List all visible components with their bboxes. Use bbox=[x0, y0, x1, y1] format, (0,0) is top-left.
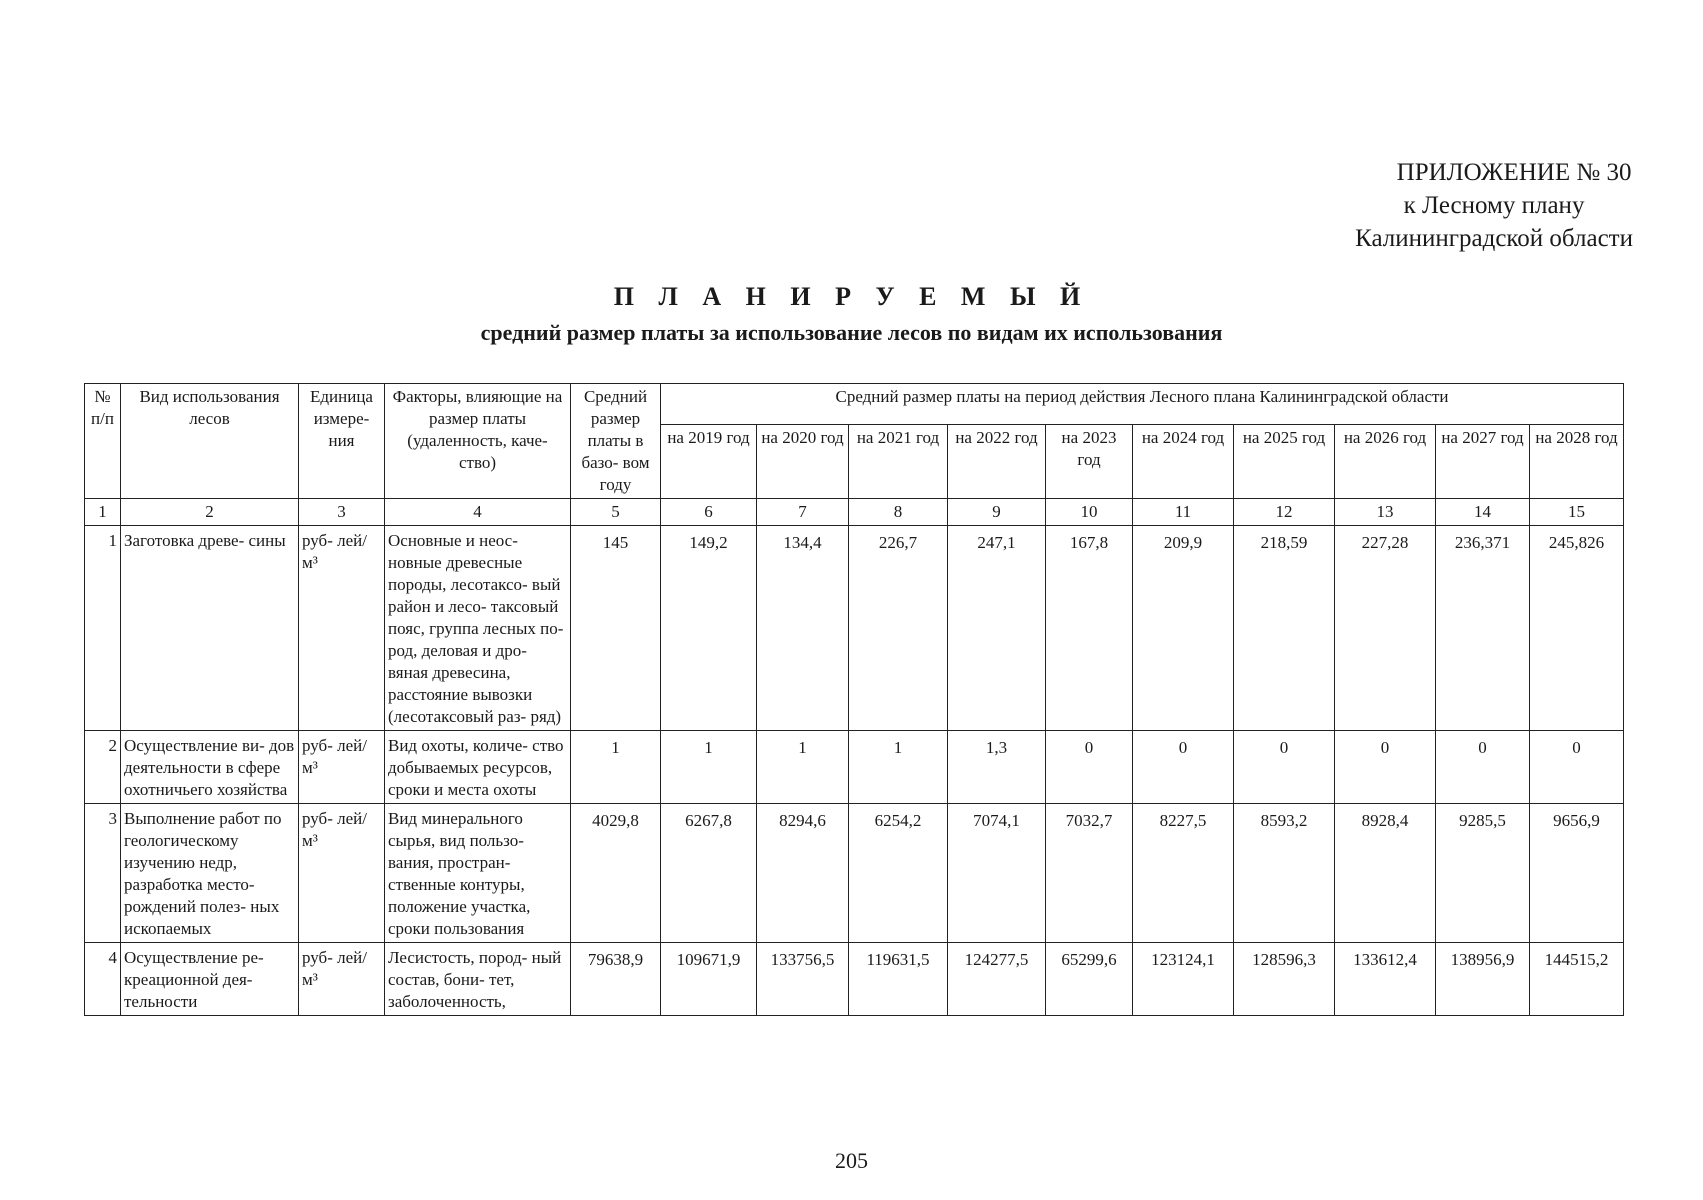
base-value: 1 bbox=[571, 731, 661, 804]
year-value: 0 bbox=[1335, 731, 1436, 804]
header-unit: Единица измере- ния bbox=[299, 384, 385, 499]
year-value: 6254,2 bbox=[849, 804, 948, 943]
year-value: 124277,5 bbox=[948, 943, 1046, 1016]
year-value: 247,1 bbox=[948, 526, 1046, 731]
header-type: Вид использования лесов bbox=[121, 384, 299, 499]
factors: Лесистость, пород- ный состав, бони- тет, заболоченность, bbox=[385, 943, 571, 1016]
base-value: 145 bbox=[571, 526, 661, 731]
year-value: 134,4 bbox=[757, 526, 849, 731]
column-number-row bbox=[85, 499, 1624, 526]
column-number: 8 bbox=[849, 499, 948, 526]
column-number: 11 bbox=[1133, 499, 1234, 526]
year-value: 0 bbox=[1234, 731, 1335, 804]
unit: руб- лей/м³ bbox=[299, 731, 385, 804]
header-year: на 2021 год bbox=[849, 424, 948, 498]
column-number: 2 bbox=[121, 499, 299, 526]
header-year: на 2028 год bbox=[1530, 424, 1624, 498]
column-number: 12 bbox=[1234, 499, 1335, 526]
column-number: 6 bbox=[661, 499, 757, 526]
column-number: 9 bbox=[948, 499, 1046, 526]
column-number: 13 bbox=[1335, 499, 1436, 526]
document-title: П Л А Н И Р У Е М Ы Й bbox=[613, 282, 1090, 311]
usage-type: Осуществление ре- креационной дея- тельности bbox=[121, 943, 299, 1016]
year-value: 133756,5 bbox=[757, 943, 849, 1016]
usage-type: Заготовка древе- сины bbox=[121, 526, 299, 731]
header-year: на 2025 год bbox=[1234, 424, 1335, 498]
header-year: на 2023 год bbox=[1046, 424, 1133, 498]
column-number: 4 bbox=[385, 499, 571, 526]
column-number: 3 bbox=[299, 499, 385, 526]
column-number: 5 bbox=[571, 499, 661, 526]
year-value: 7032,7 bbox=[1046, 804, 1133, 943]
column-number: 10 bbox=[1046, 499, 1133, 526]
year-value: 0 bbox=[1530, 731, 1624, 804]
year-value: 6267,8 bbox=[661, 804, 757, 943]
factors: Основные и неос- новные древесные породы, лесотаксо- вый район и лесо- таксовый пояс, группа лесных по- род, деловая и дро- вяная древесина, расстояние вывозки (лесотаксовый раз- ряд) bbox=[385, 526, 571, 731]
year-value: 0 bbox=[1046, 731, 1133, 804]
header-factors: Факторы, влияющие на размер платы (удаленность, каче- ство) bbox=[385, 384, 571, 499]
year-value: 138956,9 bbox=[1436, 943, 1530, 1016]
year-value: 123124,1 bbox=[1133, 943, 1234, 1016]
header-year: на 2019 год bbox=[661, 424, 757, 498]
year-value: 8928,4 bbox=[1335, 804, 1436, 943]
column-number: 14 bbox=[1436, 499, 1530, 526]
year-value: 8294,6 bbox=[757, 804, 849, 943]
row-number: 4 bbox=[85, 943, 121, 1016]
factors: Вид охоты, количе- ство добываемых ресурсов, сроки и места охоты bbox=[385, 731, 571, 804]
year-value: 8593,2 bbox=[1234, 804, 1335, 943]
table-row bbox=[85, 804, 1624, 943]
year-value: 65299,6 bbox=[1046, 943, 1133, 1016]
appendix-region: Калининградской области bbox=[1355, 225, 1633, 252]
header-num: № п/п bbox=[85, 384, 121, 499]
header-year: на 2022 год bbox=[948, 424, 1046, 498]
table-row bbox=[85, 526, 1624, 731]
column-number: 15 bbox=[1530, 499, 1624, 526]
year-value: 0 bbox=[1133, 731, 1234, 804]
year-value: 0 bbox=[1436, 731, 1530, 804]
page-number: 205 bbox=[835, 1148, 868, 1173]
table-body bbox=[85, 499, 1624, 1016]
base-value: 4029,8 bbox=[571, 804, 661, 943]
table-row bbox=[85, 943, 1624, 1016]
year-value: 128596,3 bbox=[1234, 943, 1335, 1016]
year-value: 1,3 bbox=[948, 731, 1046, 804]
header-year: на 2024 год bbox=[1133, 424, 1234, 498]
year-value: 236,371 bbox=[1436, 526, 1530, 731]
column-number: 7 bbox=[757, 499, 849, 526]
year-value: 1 bbox=[849, 731, 948, 804]
header-year: на 2026 год bbox=[1335, 424, 1436, 498]
year-value: 218,59 bbox=[1234, 526, 1335, 731]
table-row bbox=[85, 731, 1624, 804]
year-value: 9656,9 bbox=[1530, 804, 1624, 943]
header-year: на 2027 год bbox=[1436, 424, 1530, 498]
row-number: 2 bbox=[85, 731, 121, 804]
unit: руб- лей/м³ bbox=[299, 526, 385, 731]
header-year: на 2020 год bbox=[757, 424, 849, 498]
year-value: 149,2 bbox=[661, 526, 757, 731]
unit: руб- лей/м³ bbox=[299, 943, 385, 1016]
header-row-top bbox=[85, 384, 1624, 425]
year-value: 8227,5 bbox=[1133, 804, 1234, 943]
year-value: 209,9 bbox=[1133, 526, 1234, 731]
year-value: 109671,9 bbox=[661, 943, 757, 1016]
header-base: Средний размер платы в базо- вом году bbox=[571, 384, 661, 499]
appendix-reference: к Лесному плану bbox=[1403, 192, 1585, 219]
year-value: 167,8 bbox=[1046, 526, 1133, 731]
year-value: 226,7 bbox=[849, 526, 948, 731]
appendix-number: ПРИЛОЖЕНИЕ № 30 bbox=[1396, 159, 1632, 186]
header-period: Средний размер платы на период действия Лесного плана Калининградской области bbox=[661, 384, 1624, 425]
year-value: 9285,5 bbox=[1436, 804, 1530, 943]
year-value: 245,826 bbox=[1530, 526, 1624, 731]
year-value: 1 bbox=[661, 731, 757, 804]
base-value: 79638,9 bbox=[571, 943, 661, 1016]
document-subtitle: средний размер платы за использование лесов по видам их использования bbox=[480, 320, 1223, 345]
unit: руб- лей/м³ bbox=[299, 804, 385, 943]
column-number: 1 bbox=[85, 499, 121, 526]
factors: Вид минерального сырья, вид пользо- вания, простран- ственные контуры, положение участка, сроки пользования bbox=[385, 804, 571, 943]
appendix-note bbox=[1355, 156, 1633, 255]
year-value: 227,28 bbox=[1335, 526, 1436, 731]
row-number: 1 bbox=[85, 526, 121, 731]
year-value: 144515,2 bbox=[1530, 943, 1624, 1016]
year-value: 133612,4 bbox=[1335, 943, 1436, 1016]
year-value: 1 bbox=[757, 731, 849, 804]
year-value: 7074,1 bbox=[948, 804, 1046, 943]
year-value: 119631,5 bbox=[849, 943, 948, 1016]
payment-table bbox=[84, 383, 1624, 1016]
usage-type: Осуществление ви- дов деятельности в сфере охотничьего хозяйства bbox=[121, 731, 299, 804]
row-number: 3 bbox=[85, 804, 121, 943]
usage-type: Выполнение работ по геологическому изучению недр, разработка место- рождений полез- ных ископаемых bbox=[121, 804, 299, 943]
